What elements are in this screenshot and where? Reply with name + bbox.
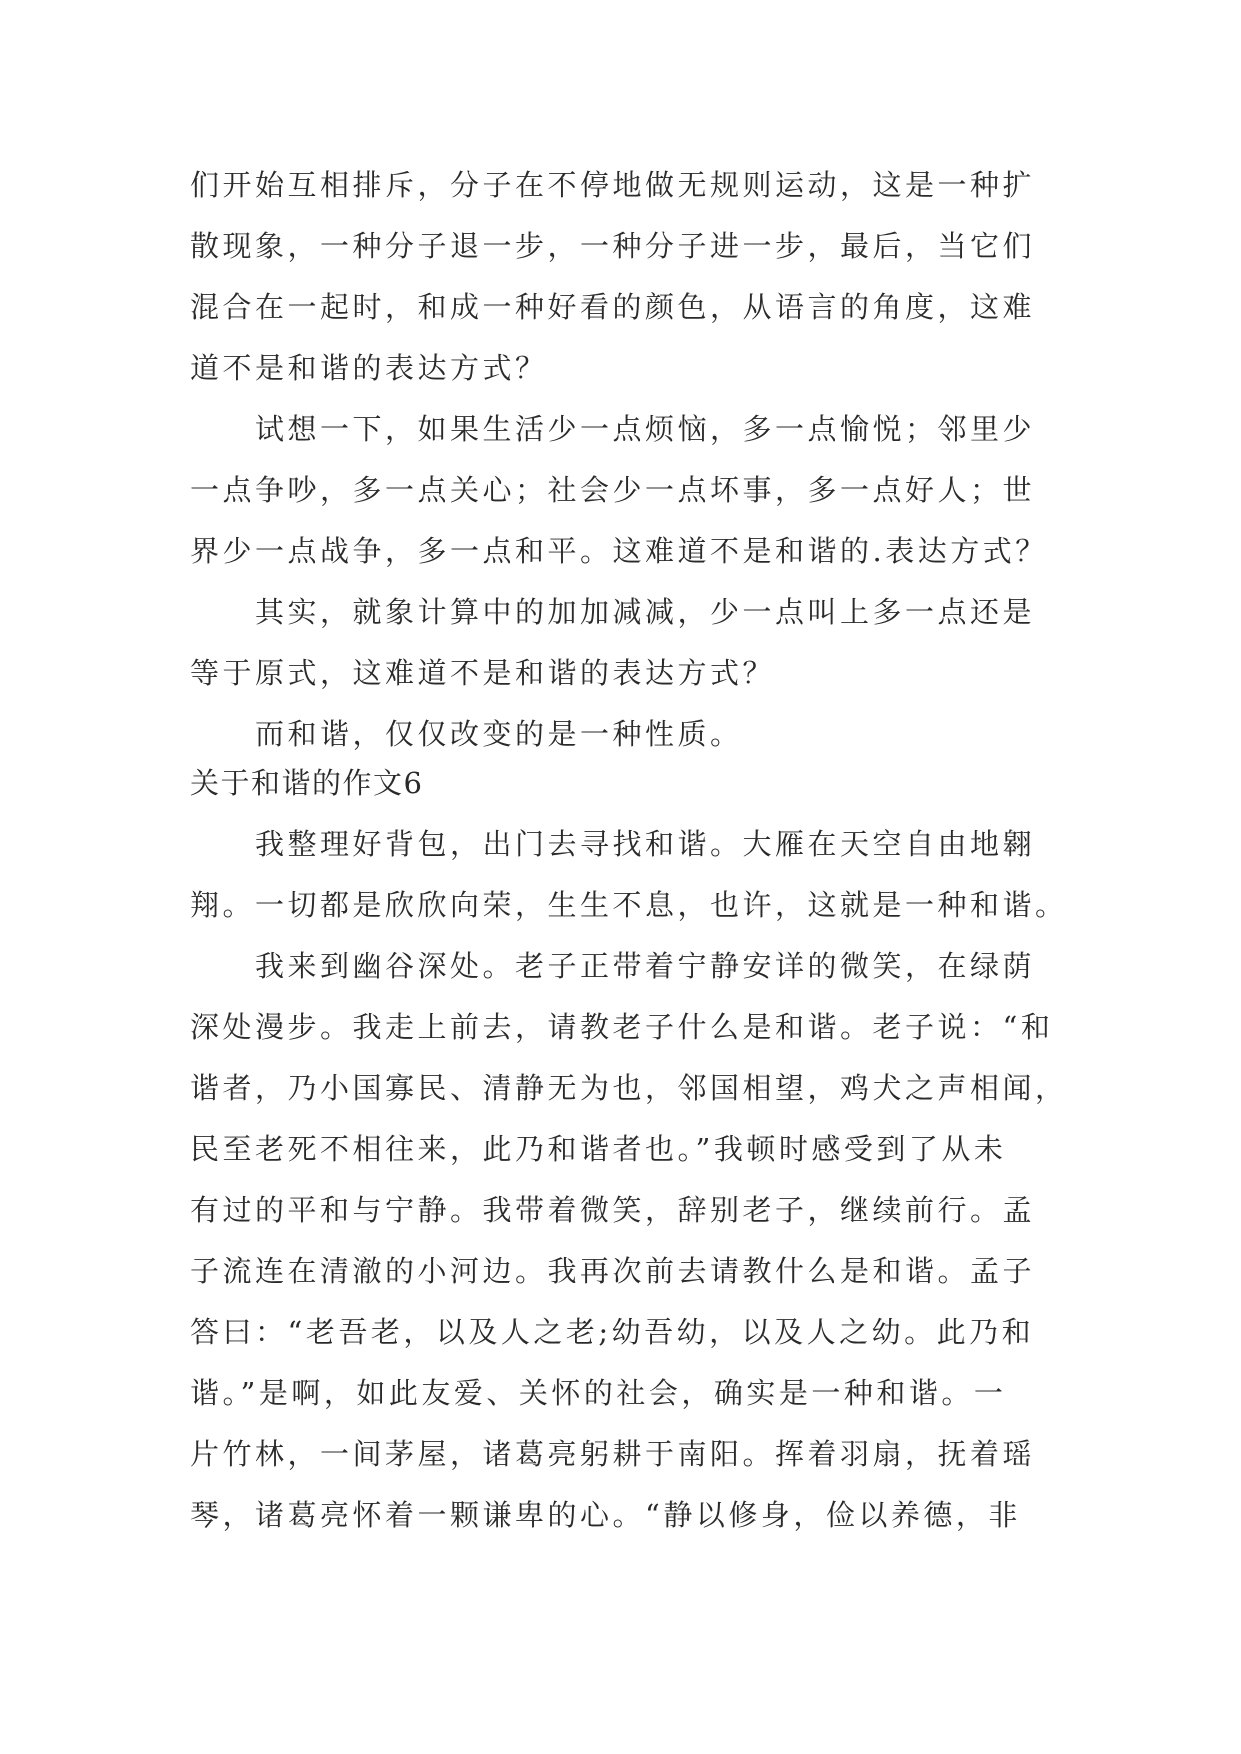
- text-line: 试想一下，如果生活少一点烦恼，多一点愉悦；邻里少: [190, 412, 1036, 446]
- section-1-body: [190, 155, 1050, 765]
- text-line: 答曰：“老吾老，以及人之老;幼吾幼，以及人之幼。此乃和: [190, 1315, 1035, 1349]
- text-line: 混合在一起时，和成一种好看的颜色，从语言的角度，这难: [190, 290, 1036, 324]
- text-line: 子流连在清澈的小河边。我再次前去请教什么是和谐。孟子: [190, 1254, 1036, 1288]
- section-2-body: [190, 753, 1068, 1546]
- text-line: 深处漫步。我走上前去，请教老子什么是和谐。老子说：“和: [190, 1010, 1054, 1044]
- text-line: 我来到幽谷深处。老子正带着宁静安详的微笑，在绿荫: [190, 949, 1036, 983]
- text-line: 琴，诸葛亮怀着一颗谦卑的心。“静以修身，俭以养德，非: [190, 1498, 1021, 1532]
- text-line: 有过的平和与宁静。我带着微笑，辞别老子，继续前行。孟: [190, 1193, 1036, 1227]
- text-line: 一点争吵，多一点关心；社会少一点坏事，多一点好人；世: [190, 473, 1036, 507]
- text-line: 民至老死不相往来，此乃和谐者也。”我顿时感受到了从未: [190, 1132, 1007, 1166]
- text-line: 界少一点战争，多一点和平。这难道不是和谐的.表达方式？: [190, 534, 1048, 568]
- text-line: 散现象，一种分子退一步，一种分子进一步，最后，当它们: [190, 229, 1036, 263]
- text-line: 我整理好背包，出门去寻找和谐。大雁在天空自由地翱: [190, 827, 1036, 861]
- text-line: 片竹林，一间茅屋，诸葛亮躬耕于南阳。挥着羽扇，抚着瑶: [190, 1437, 1036, 1471]
- text-line: 们开始互相排斥，分子在不停地做无规则运动，这是一种扩: [190, 168, 1036, 202]
- text-line: 而和谐，仅仅改变的是一种性质。: [190, 717, 743, 751]
- text-line: 谐。”是啊，如此友爱、关怀的社会，确实是一种和谐。一: [190, 1376, 1007, 1410]
- text-line: 翔。一切都是欣欣向荣，生生不息，也许，这就是一种和谐。: [190, 888, 1068, 922]
- text-line: 道不是和谐的表达方式？: [190, 351, 548, 385]
- text-line: 等于原式，这难道不是和谐的表达方式？: [190, 656, 776, 690]
- text-line: 其实，就象计算中的加加减减，少一点叫上多一点还是: [190, 595, 1036, 629]
- text-line: 谐者，乃小国寡民、清静无为也，邻国相望，鸡犬之声相闻，: [190, 1071, 1068, 1105]
- section-heading: 关于和谐的作文6: [190, 766, 424, 800]
